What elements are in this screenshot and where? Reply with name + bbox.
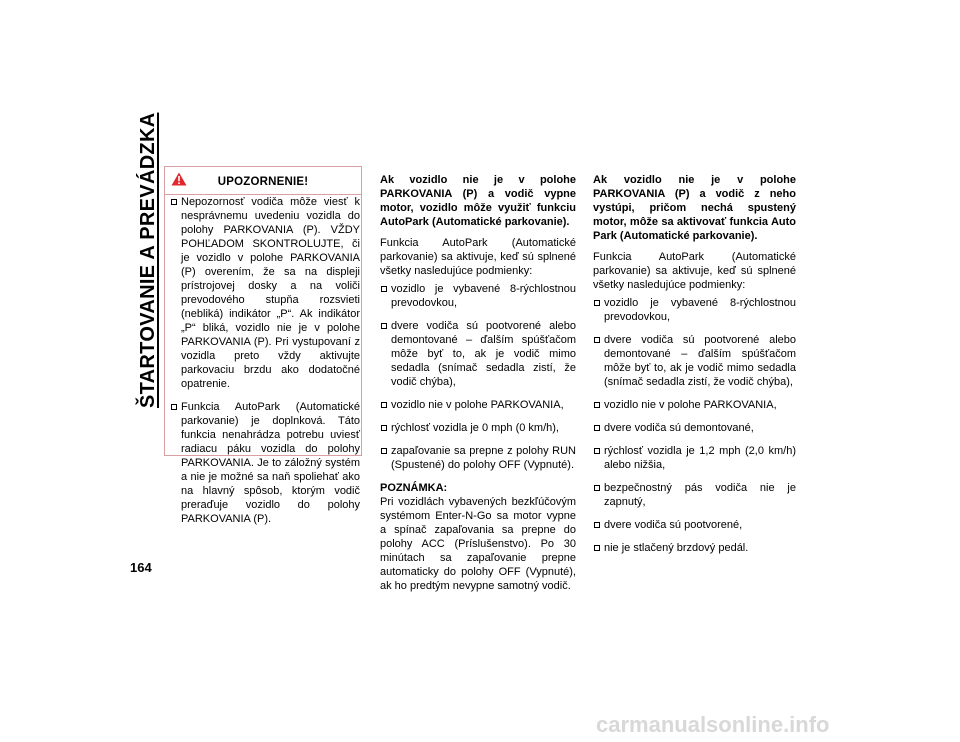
condition-item: rýchlosť vozidla je 0 mph (0 km/h), (380, 421, 576, 435)
right-heading: Ak vozidlo nie je v polohe PARKOVANIA (P) a vodič z neho vystúpi, pričom nechá spustený motor, môže sa aktivovať funkcia Auto Park (Automatické parkovanie). (593, 174, 796, 242)
note-title: POZNÁMKA: (380, 482, 448, 494)
right-column (593, 173, 796, 555)
condition-item: vozidlo je vybavené 8-rýchlostnou prevodovkou, (380, 282, 576, 310)
condition-item: vozidlo je vybavené 8-rýchlostnou prevodovkou, (593, 296, 796, 324)
warning-item: Funkcia AutoPark (Automatické parkovanie) je doplnková. Táto funkcia nenahrádza potrebu uviesť radiacu páku vozidla do polohy PARKOVANIA. Je to záložný systém a nie je možné sa naň spoliehať ako na hlavný spôsob, ktorým vodič preraďuje vozidlo do polohy PARKOVANIA (P). (170, 400, 360, 526)
condition-item: rýchlosť vozidla je 1,2 mph (2,0 km/h) alebo nižšia, (593, 444, 796, 472)
middle-heading: Ak vozidlo nie je v polohe PARKOVANIA (P) a vodič vypne motor, vozidlo môže využiť funkciu AutoPark (Automatické parkovanie). (380, 174, 576, 228)
condition-item: bezpečnostný pás vodiča nie je zapnutý, (593, 481, 796, 509)
middle-intro: Funkcia AutoPark (Automatické parkovanie) sa aktivuje, keď sú splnené všetky nasledujúce podmienky: (380, 237, 576, 277)
condition-item: vozidlo nie v polohe PARKOVANIA, (380, 398, 576, 412)
right-intro: Funkcia AutoPark (Automatické parkovanie) sa aktivuje, keď sú splnené všetky nasledujúce podmienky: (593, 251, 796, 291)
watermark: carmanualsonline.info (596, 712, 830, 737)
condition-item: vozidlo nie v polohe PARKOVANIA, (593, 398, 796, 412)
section-title: ŠTARTOVANIE A PREVÁDZKA (137, 112, 159, 408)
page-number: 164 (130, 560, 152, 575)
warning-content (170, 195, 360, 526)
condition-item: nie je stlačený brzdový pedál. (593, 541, 796, 555)
condition-item: dvere vodiča sú demontované, (593, 421, 796, 435)
warning-item: Nepozornosť vodiča môže viesť k nesprávnemu uvedeniu vozidla do polohy PARKOVANIA (P). VŽDY POHĽADOM SKONTROLUJTE, či je vozidlo v polohe PARKOVANIA (P) overením, že sa na displeji prístrojovej dosky a na voliči prevodového stupňa rozsvieti (nebliká) indikátor „P“. Ak indikátor „P“ bliká, vozidlo nie je v polohe PARKOVANIA (P). Pri vystupovaní z vozidla preto vždy aktivujte parkovaciu brzdu ako dodatočné opatrenie. (170, 195, 360, 391)
condition-item: dvere vodiča sú pootvorené alebo demontované – ďalším spúšťačom môže byť to, ak je vodič mimo sedadla (snímač sedadla zistí, že vodič chýba), (380, 319, 576, 389)
condition-item: dvere vodiča sú pootvorené alebo demontované – ďalším spúšťačom môže byť to, ak je vodič mimo sedadla (snímač sedadla zistí, že vodič chýba), (593, 333, 796, 389)
middle-column (380, 173, 576, 593)
note-text: Pri vozidlách vybavených bezkľúčovým systémom Enter-N-Go sa motor vypne a spínač zapaľovania sa prepne do polohy ACC (Príslušenstvo). Po 30 minútach sa zapaľovanie prepne automaticky do polohy OFF (Vypnuté), ak ho predtým nevypne samotný vodič. (380, 496, 576, 592)
warning-title: UPOZORNENIE! (217, 176, 309, 188)
condition-item: dvere vodiča sú pootvorené, (593, 518, 796, 532)
warning-header (165, 167, 361, 195)
condition-item: zapaľovanie sa prepne z polohy RUN (Spustené) do polohy OFF (Vypnuté). (380, 444, 576, 472)
